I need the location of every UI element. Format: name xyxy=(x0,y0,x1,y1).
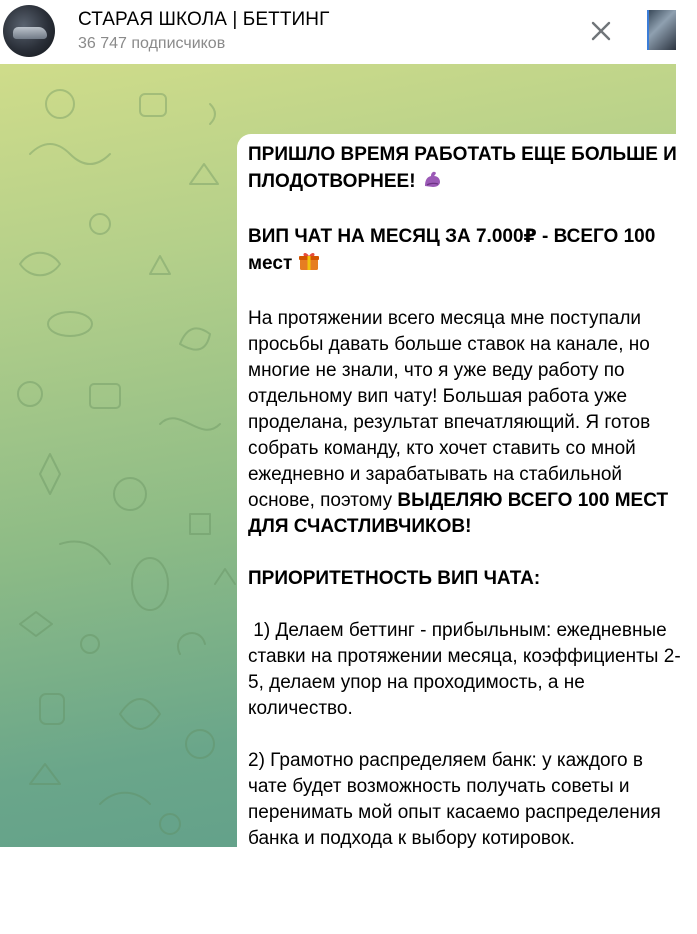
gift-icon xyxy=(298,250,320,280)
close-icon xyxy=(586,16,616,46)
priority-title: ПРИОРИТЕТНОСТЬ ВИП ЧАТА: xyxy=(248,568,541,589)
channel-avatar[interactable] xyxy=(3,5,55,57)
post-heading-text: ПРИШЛО ВРЕМЯ РАБОТАТЬ ЕЩЕ БОЛЬШЕ И ПЛОДОТВОРНЕЕ! xyxy=(248,144,683,192)
intro-text: На протяжении всего месяца мне поступали просьбы давать больше ставок на канале, но многие не знали, что я уже веду работу по отдельному вип чату! Большая работа уже проделана, результат впечатляющий. Я готов собрать команду, кто хочет ставить со мной ежедневно и зарабатывать на стабильной основе, поэтому xyxy=(248,308,656,511)
priority-item-2: 2) Грамотно распределяем банк: у каждого в чате будет возможность получать советы и перенимать мой опыт касаемо распределения банка и подхода к выбору котировок. xyxy=(248,750,667,849)
intro-bold-text: ВЫДЕЛЯЮ ВСЕГО 100 МЕСТ ДЛЯ СЧАСТЛИВЧИКОВ! xyxy=(248,490,674,537)
flexed-biceps-icon xyxy=(421,168,443,198)
message-bubble[interactable] xyxy=(237,134,697,934)
intro-paragraph xyxy=(248,306,685,540)
priority-item-1: 1) Делаем беттинг - прибыльным: ежедневные ставки на протяжении месяца, коэффициенты 2-5, делаем упор на проходимость, а не количество. xyxy=(248,620,681,719)
vip-title xyxy=(248,224,685,280)
subscriber-count: 36 747 подписчиков xyxy=(78,35,226,52)
channel-title[interactable]: СТАРАЯ ШКОЛА | БЕТТИНГ xyxy=(78,9,330,30)
chat-header xyxy=(0,0,676,64)
vip-title-text: ВИП ЧАТ НА МЕСЯЦ ЗА 7.000₽ - ВСЕГО 100 мест xyxy=(248,226,661,274)
pinned-media-thumbnail[interactable] xyxy=(647,10,676,50)
close-button[interactable] xyxy=(586,16,616,46)
post-heading xyxy=(248,142,685,198)
chat-background xyxy=(0,64,683,849)
